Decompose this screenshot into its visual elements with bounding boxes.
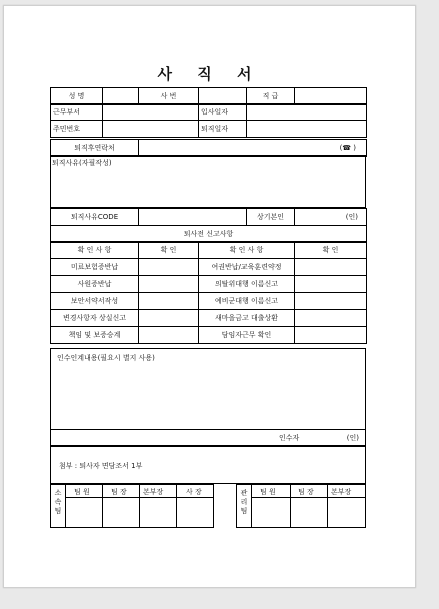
check-item: 미료보험증반납	[51, 259, 139, 276]
approval-divider	[102, 485, 103, 527]
approval-divider	[327, 485, 328, 527]
resident-no-value[interactable]	[103, 121, 199, 138]
check-item: 책임 및 보증승계	[51, 327, 139, 344]
check-header-3: 확 인 사 항	[199, 242, 295, 259]
name-label: 성 명	[51, 88, 103, 105]
check-box[interactable]	[295, 327, 367, 344]
hire-date-value[interactable]	[247, 104, 367, 121]
attachment-box	[50, 446, 366, 484]
code-table	[50, 208, 367, 243]
approval-right	[236, 484, 366, 528]
approval-col: 팀 원	[260, 488, 276, 496]
approval-divider	[139, 485, 140, 527]
check-item: 담임자근무 확인	[199, 327, 295, 344]
approval-col: 사 장	[186, 488, 202, 496]
approval-left-side: 소속팀	[54, 489, 62, 516]
document-title: 사 직 서	[157, 65, 262, 83]
section-title: 퇴사전 신고사항	[51, 226, 367, 243]
contact-phone[interactable]: (☎ )	[139, 140, 367, 157]
approval-col: 본부장	[143, 488, 164, 496]
check-header-2: 확 인	[139, 242, 199, 259]
dept-value[interactable]	[103, 104, 199, 121]
check-item: 예비군대행 이름신고	[199, 293, 295, 310]
check-item: 보안서약서작성	[51, 293, 139, 310]
confirm-label: 상기본인	[247, 209, 295, 226]
grade-value[interactable]	[295, 88, 367, 105]
document-page	[3, 5, 416, 588]
check-item: 여권반납/교육훈련약정	[199, 259, 295, 276]
handover-label: 인수인계내용(필요시 별지 사용)	[57, 354, 155, 362]
check-header-4: 확 인	[295, 242, 367, 259]
check-item: 의탈위대행 이름신고	[199, 276, 295, 293]
approval-col: 팀 원	[74, 488, 90, 496]
handover-divider	[51, 429, 365, 430]
retire-date-value[interactable]	[247, 121, 367, 138]
grade-label: 직 급	[247, 88, 295, 105]
check-header-1: 확 인 사 항	[51, 242, 139, 259]
check-box[interactable]	[295, 310, 367, 327]
confirm-seal[interactable]: (인)	[295, 209, 367, 226]
approval-left	[50, 484, 214, 528]
receiver-label: 인수자	[279, 434, 300, 442]
reason-code-label: 퇴직사유CODE	[51, 209, 139, 226]
dept-label: 근무부서	[51, 104, 103, 121]
check-item: 새마을금고 대출상환	[199, 310, 295, 327]
check-box[interactable]	[139, 259, 199, 276]
check-item: 사원증반납	[51, 276, 139, 293]
reason-label: 퇴직사유(자필작성)	[52, 159, 112, 167]
reason-code-value[interactable]	[139, 209, 247, 226]
approval-right-side: 관리팀	[240, 489, 248, 516]
approval-divider	[176, 485, 177, 527]
check-box[interactable]	[295, 259, 367, 276]
check-box[interactable]	[139, 276, 199, 293]
retire-date-label: 퇴직일자	[199, 121, 247, 138]
check-item: 변경사항자 상실신고	[51, 310, 139, 327]
resident-no-label: 주민번호	[51, 121, 103, 138]
handover-box[interactable]	[50, 348, 366, 446]
employee-no-value[interactable]	[199, 88, 247, 105]
approval-divider	[290, 485, 291, 527]
employee-no-label: 사 번	[139, 88, 199, 105]
checklist-table	[50, 241, 367, 344]
contact-label: 퇴직후연락처	[51, 140, 139, 157]
hire-date-label: 입사일자	[199, 104, 247, 121]
reason-box[interactable]	[50, 155, 366, 208]
approval-col: 팀 장	[111, 488, 127, 496]
check-box[interactable]	[139, 310, 199, 327]
approval-divider	[251, 497, 365, 498]
check-box[interactable]	[295, 293, 367, 310]
info-table-2	[50, 103, 367, 138]
approval-col: 본부장	[331, 488, 352, 496]
name-value[interactable]	[103, 88, 139, 105]
receiver-seal[interactable]: (인)	[346, 434, 359, 442]
attachment-text: 첨부 : 퇴사자 면담조서 1부	[59, 462, 143, 470]
check-box[interactable]	[139, 293, 199, 310]
approval-divider	[251, 485, 252, 527]
approval-divider	[65, 485, 66, 527]
check-box[interactable]	[295, 276, 367, 293]
approval-col: 팀 장	[298, 488, 314, 496]
check-box[interactable]	[139, 327, 199, 344]
